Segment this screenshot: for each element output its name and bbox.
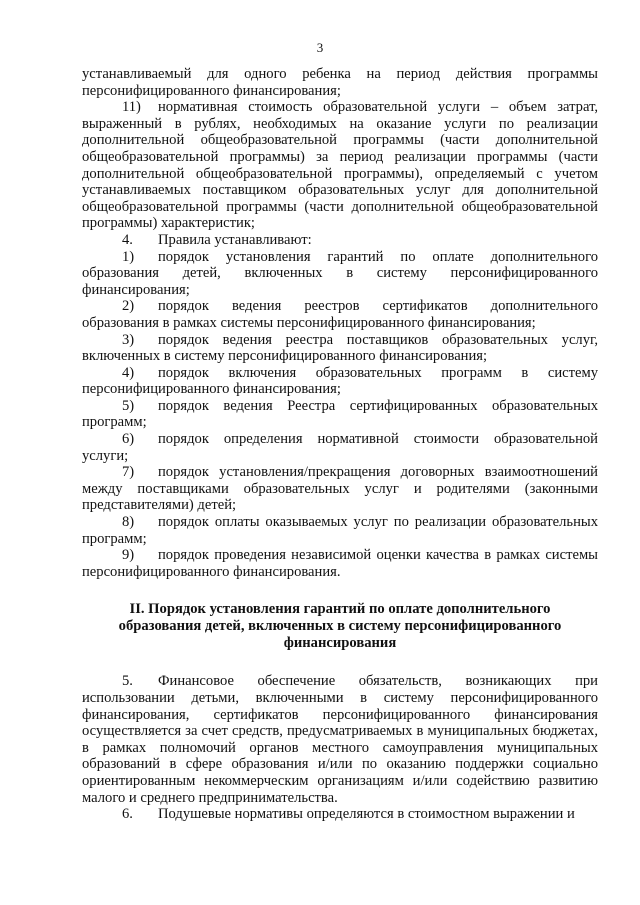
item-number: 4) — [122, 364, 135, 381]
item-text: порядок ведения Реестра сертифицированных образовательных программ; — [82, 397, 598, 431]
list-item — [82, 365, 598, 398]
list-item — [82, 464, 598, 514]
section-heading-line: образования детей, включенных в систему персонифицированного — [118, 618, 562, 635]
item-text: порядок включения образовательных программ в систему персонифицированного финансирования; — [82, 364, 598, 398]
item-text: Правила устанавливают: — [158, 231, 312, 248]
section-heading — [82, 601, 598, 652]
list-item — [82, 398, 598, 431]
text-block-bottom — [82, 673, 598, 822]
item-text: порядок ведения реестра поставщиков образовательных услуг, включенных в систему персонифицированного финансирования; — [82, 331, 598, 365]
text-block-top — [82, 66, 598, 580]
section-heading-line: финансирования — [283, 635, 397, 652]
item-number: 9) — [122, 547, 135, 564]
item-text: Финансовое обеспечение обязательств, возникающих при использовании детьми, включенными в систему персонифицированного финансирования, сертификатов персонифицированного финансирования осуществляется за счет средств, предусматриваемых в муниципальных бюджетах, в рамках полномочий органов местного самоуправления муниципальных образований в сфере образования и/или по оказанию поддержки социально ориентированным некоммерческим организациям и/или содействию развитию малого и среднего предпринимательства. — [82, 673, 598, 806]
item-number: 11) — [122, 99, 141, 116]
item-number: 6) — [122, 431, 135, 448]
list-item — [82, 806, 598, 823]
item-text: нормативная стоимость образовательной услуги – объем затрат, выраженный в рублях, необходимых на оказание услуги по реализации дополнительной общеобразовательной программы (части дополнительной общеобразовательной программы) за период реализации программы (части дополнительной общеобразовательной программы), определяемый с учетом устанавливаемых поставщиком образовательных услуг для дополнительной общеобразовательной программы (части дополнительной общеобразовательной программы) характеристик; — [82, 99, 598, 232]
list-item — [82, 249, 598, 299]
item-text: Подушевые нормативы определяются в стоимостном выражении и — [158, 806, 575, 823]
list-item — [82, 514, 598, 547]
paragraph — [82, 66, 598, 99]
item-text: порядок проведения независимой оценки качества в рамках системы персонифицированного финансирования. — [82, 547, 598, 580]
list-item — [82, 298, 598, 331]
paragraph-text: устанавливаемый для одного ребенка на период действия программы персонифицированного финансирования; — [82, 66, 598, 99]
list-item — [82, 673, 598, 806]
section-heading-line: II. Порядок установления гарантий по оплате дополнительного — [129, 601, 551, 618]
item-number: 5. — [122, 673, 133, 690]
list-item — [82, 547, 598, 580]
item-text: порядок установления/прекращения договорных взаимоотношений между поставщиками образовательных услуг и родителями (законными представителями) детей; — [82, 464, 598, 514]
item-number: 6. — [122, 806, 133, 823]
item-number: 7) — [122, 464, 135, 481]
item-text: порядок оплаты оказываемых услуг по реализации образовательных программ; — [82, 514, 598, 547]
item-number: 3) — [122, 331, 135, 348]
item-number: 1) — [122, 248, 135, 265]
list-item — [82, 99, 598, 232]
list-item — [82, 232, 598, 249]
page-number: 3 — [316, 40, 324, 55]
item-text: порядок определения нормативной стоимости образовательной услуги; — [82, 431, 598, 464]
list-item — [82, 332, 598, 365]
list-item — [82, 431, 598, 464]
item-number: 2) — [122, 298, 135, 315]
item-number: 4. — [122, 231, 133, 248]
document-body — [82, 66, 598, 823]
item-number: 5) — [122, 397, 135, 414]
item-text: порядок ведения реестров сертификатов дополнительного образования в рамках системы персонифицированного финансирования; — [82, 298, 598, 331]
item-number: 8) — [122, 514, 135, 531]
item-text: порядок установления гарантий по оплате дополнительного образования детей, включенных в систему персонифицированного финансирования; — [82, 248, 598, 298]
